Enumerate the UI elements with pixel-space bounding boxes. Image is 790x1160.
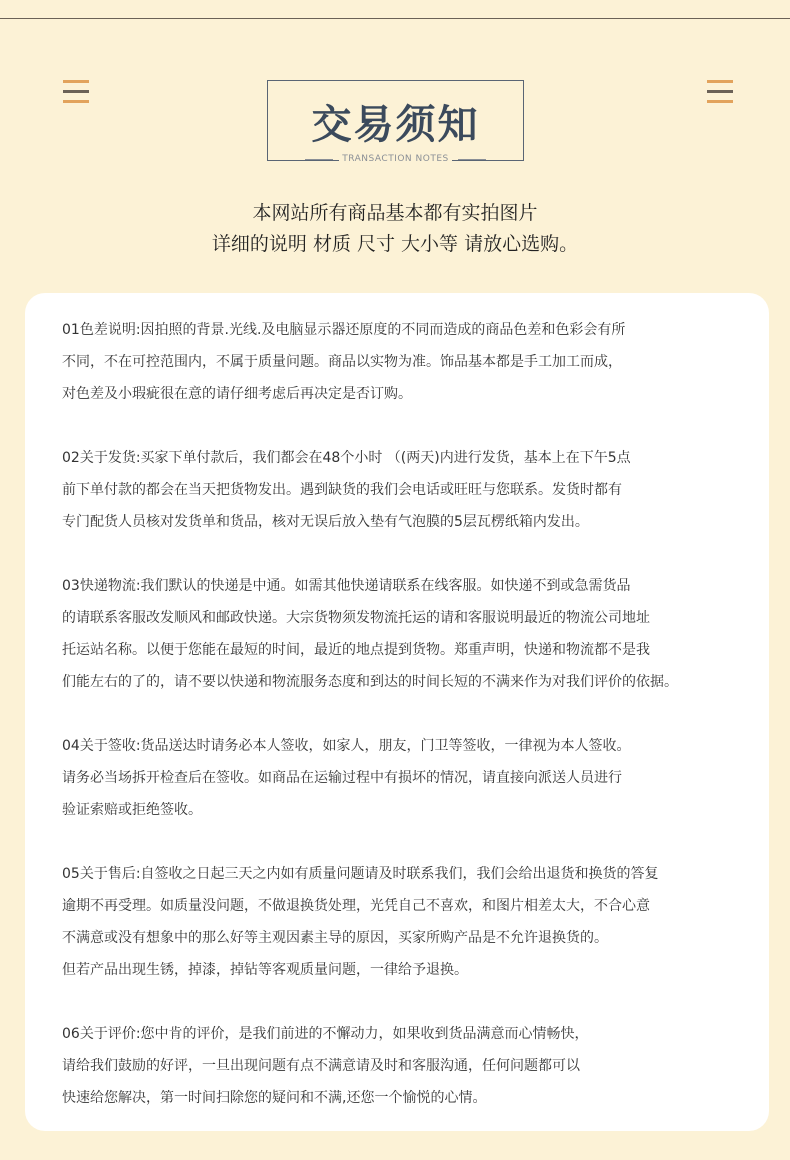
intro-line-1: 本网站所有商品基本都有实拍图片 [252,202,538,224]
intro-line-2: 详细的说明 材质 尺寸 大小等 请放心选购。 [211,233,579,255]
right-decoration-icon [707,80,733,110]
section-line: 快速给您解决，第一时间扫除您的疑问和不满,还您一个愉悦的心情。 [62,1090,487,1106]
page-subtitle: TRANSACTION NOTES [339,154,451,164]
top-divider [0,18,790,19]
subtitle-rule-right [458,159,486,160]
section-line: 的请联系客服改发顺风和邮政快递。大宗货物须发物流托运的请和客服说明最近的物流公司地址 [62,610,650,626]
left-decoration-icon [63,80,89,110]
section-line: 03快递物流:我们默认的快递是中通。如需其他快递请联系在线客服。如快递不到或急需货品 [62,578,631,594]
intro [0,198,790,260]
section-line: 但若产品出现生锈，掉漆，掉钻等客观质量问题，一律给予退换。 [62,962,468,978]
page-title: 交易须知 [311,102,480,148]
section-after-sales [62,858,762,986]
section-line: 请给我们鼓励的好评，一旦出现问题有点不满意请及时和客服沟通，任何问题都可以 [62,1058,580,1074]
section-line: 06关于评价:您中肯的评价，是我们前进的不懈动力，如果收到货品满意而心情畅快， [62,1026,589,1042]
subtitle-row [268,154,523,164]
subtitle-rule-left [305,159,333,160]
title-box [267,80,524,164]
section-delivery [62,570,762,698]
section-color-difference [62,314,762,410]
section-line: 02关于发货:买家下单付款后，我们都会在48个小时 （(两天)内进行发货，基本上在下午5点 [62,450,631,466]
section-reviews [62,1018,762,1114]
section-line: 逾期不再受理。如质量没问题，不做退换货处理，光凭自己不喜欢，和图片相差太大，不合心意 [62,898,650,914]
notes-sections [62,314,762,1146]
section-line: 对色差及小瑕疵很在意的请仔细考虑后再决定是否订购。 [62,386,412,402]
section-line: 04关于签收:货品送达时请务必本人签收，如家人，朋友，门卫等签收，一律视为本人签收。 [62,738,631,754]
section-line: 请务必当场拆开检查后在签收。如商品在运输过程中有损坏的情况，请直接向派送人员进行 [62,770,622,786]
section-line: 01色差说明:因拍照的背景.光线.及电脑显示器还原度的不同而造成的商品色差和色彩会有所 [62,322,626,338]
section-line: 托运站名称。以便于您能在最短的时间，最近的地点提到货物。郑重声明，快递和物流都不是我 [62,642,650,658]
section-line: 不同，不在可控范围内，不属于质量问题。商品以实物为准。饰品基本都是手工加工而成， [62,354,622,370]
section-line: 不满意或没有想象中的那么好等主观因素主导的原因，买家所购产品是不允许退换货的。 [62,930,608,946]
section-signing [62,730,762,826]
section-shipping [62,442,762,538]
section-line: 05关于售后:自签收之日起三天之内如有质量问题请及时联系我们，我们会给出退货和换货的答复 [62,866,659,882]
section-line: 专门配货人员核对发货单和货品，核对无误后放入垫有气泡膜的5层瓦楞纸箱内发出。 [62,514,589,530]
section-line: 们能左右的了的，请不要以快递和物流服务态度和到达的时间长短的不满来作为对我们评价的依据。 [62,674,678,690]
section-line: 前下单付款的都会在当天把货物发出。遇到缺货的我们会电话或旺旺与您联系。发货时都有 [62,482,622,498]
section-line: 验证索赔或拒绝签收。 [62,802,202,818]
